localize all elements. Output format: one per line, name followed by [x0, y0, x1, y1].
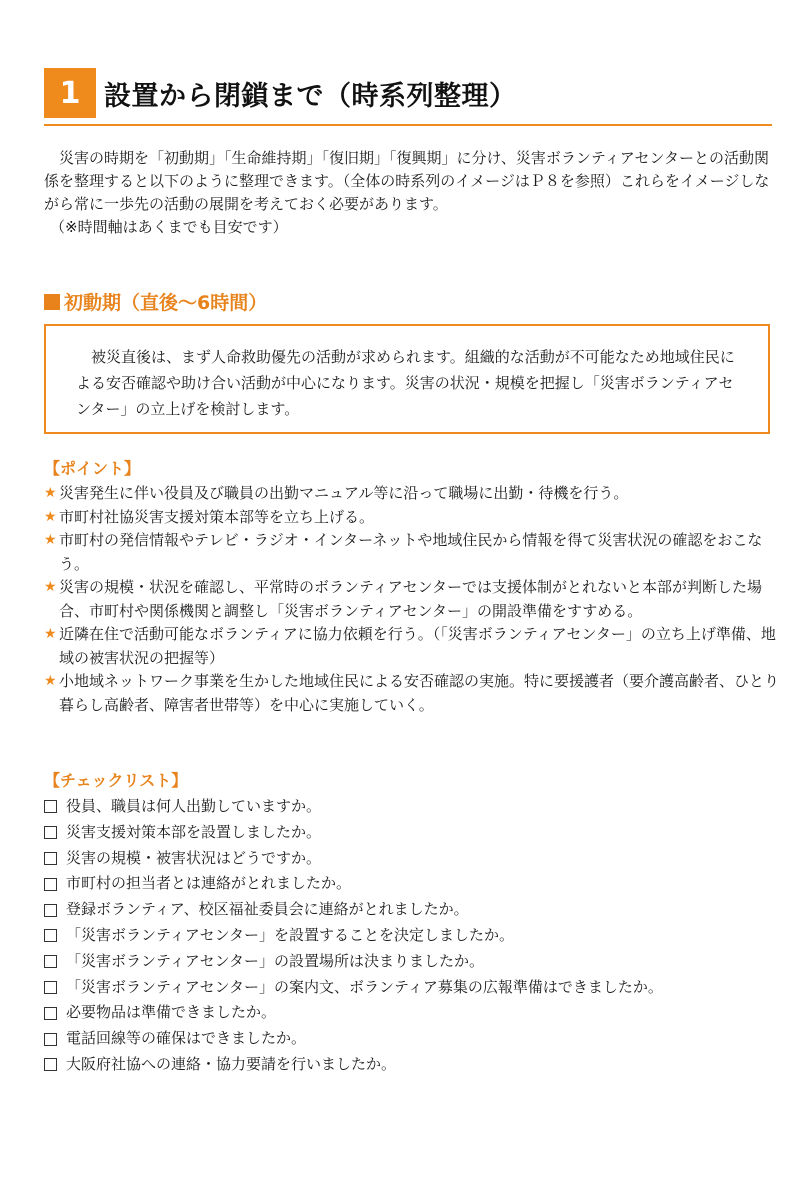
- checkbox[interactable]: [44, 1033, 57, 1046]
- checkbox[interactable]: [44, 904, 57, 917]
- intro-text: [44, 147, 774, 239]
- star-icon: ★: [44, 532, 57, 548]
- checklist-item-label: 登録ボランティア、校区福祉委員会に連絡がとれましたか。: [66, 900, 469, 919]
- star-icon: ★: [44, 673, 57, 689]
- point-text: 市町村の発信情報やテレビ・ラジオ・インターネットや地域住民から情報を得て災害状況の確認をおこなう。: [59, 531, 763, 573]
- phase-description: 被災直後は、まず人命救助優先の活動が求められます。組織的な活動が不可能なため地域住民による安否確認や助け合い活動が中心になります。災害の状況・規模を把握し「災害ボランティアセンター」の立上げを検討します。: [76, 348, 735, 418]
- checklist-item-label: 必要物品は準備できましたか。: [66, 1003, 277, 1022]
- intro-paragraph: 災害の時期を「初動期」「生命維持期」「復旧期」「復興期」に分け、災害ボランティアセンターとの活動関係を整理すると以下のように整理できます。（全体の時系列のイメージはＰ８を参照）これらをイメージしながら常に一歩先の活動の展開を考えておく必要があります。: [44, 149, 770, 213]
- square-bullet-icon: [44, 294, 60, 310]
- checkbox[interactable]: [44, 929, 57, 942]
- phase-description-box: [44, 324, 770, 434]
- checklist-item-label: 市町村の担当者とは連絡がとれましたか。: [66, 874, 352, 893]
- checklist-item: [44, 794, 780, 820]
- star-icon: ★: [44, 626, 57, 642]
- point-text: 災害発生に伴い役員及び職員の出勤マニュアル等に沿って職場に出勤・待機を行う。: [59, 484, 629, 502]
- point-text: 小地域ネットワーク事業を生かした地域住民による安否確認の実施。特に要援護者（要介護高齢者、ひとり暮らし高齢者、障害者世帯等）を中心に実施していく。: [59, 672, 780, 714]
- point-item: [44, 529, 780, 576]
- point-item: [44, 506, 780, 530]
- checklist-item-label: 役員、職員は何人出勤していますか。: [66, 797, 322, 815]
- point-item: [44, 623, 780, 670]
- points-list: [44, 482, 780, 717]
- checklist-heading: 【チェックリスト】: [44, 771, 188, 790]
- checklist-item-label: 「災害ボランティアセンター」の案内文、ボランティア募集の広報準備はできましたか。: [66, 977, 663, 996]
- checkbox[interactable]: [44, 955, 57, 968]
- checkbox[interactable]: [44, 981, 57, 994]
- checklist-item: [44, 846, 780, 872]
- checklist: [44, 794, 780, 1078]
- point-text: 市町村社協災害支援対策本部等を立ち上げる。: [59, 507, 375, 526]
- phase-heading: [44, 288, 267, 315]
- checklist-item-label: 電話回線等の確保はできましたか。: [66, 1029, 307, 1048]
- checklist-item: [44, 820, 780, 846]
- star-icon: ★: [44, 508, 57, 525]
- checkbox[interactable]: [44, 852, 57, 865]
- checklist-item: [44, 923, 780, 949]
- checklist-item: [44, 949, 780, 975]
- checklist-item: [44, 1052, 780, 1078]
- section-header: [44, 64, 772, 126]
- point-text: 近隣在住で活動可能なボランティアに協力依頼を行う。（「災害ボランティアセンター」の立ち上げ準備、地域の被害状況の把握等）: [59, 625, 776, 667]
- checkbox[interactable]: [44, 1058, 57, 1071]
- checkbox[interactable]: [44, 878, 57, 891]
- checklist-item-label: 「災害ボランティアセンター」を設置することを決定しましたか。: [66, 925, 515, 944]
- points-heading: 【ポイント】: [44, 459, 141, 478]
- checkbox[interactable]: [44, 826, 57, 839]
- checklist-item: [44, 1026, 780, 1052]
- point-text: 災害の規模・状況を確認し、平常時のボランティアセンターでは支援体制がとれないと本部が判断した場合、市町村や関係機関と調整し「災害ボランティアセンター」の開設準備をすすめる。: [59, 578, 763, 620]
- phase-title: 初動期（直後～6時間）: [64, 292, 268, 314]
- point-item: [44, 670, 780, 717]
- checklist-item-label: 「災害ボランティアセンター」の設置場所は決まりましたか。: [66, 951, 485, 970]
- point-item: [44, 576, 780, 623]
- checkbox[interactable]: [44, 800, 57, 813]
- section-divider: [44, 124, 772, 126]
- checklist-item-label: 災害の規模・被害状況はどうですか。: [66, 848, 322, 867]
- checkbox[interactable]: [44, 1007, 57, 1020]
- checklist-item: [44, 871, 780, 897]
- section-title: 設置から閉鎖まで（時系列整理）: [104, 81, 517, 112]
- intro-note: （※時間軸はあくまでも目安です）: [50, 218, 288, 236]
- checklist-item-label: 災害支援対策本部を設置しましたか。: [66, 822, 322, 841]
- star-icon: ★: [44, 485, 57, 501]
- checklist-item: [44, 1000, 780, 1026]
- section-number-badge: 1: [44, 68, 96, 118]
- checklist-item: [44, 897, 780, 923]
- checklist-item: [44, 975, 780, 1001]
- point-item: [44, 482, 780, 506]
- star-icon: ★: [44, 579, 57, 595]
- checklist-item-label: 大阪府社協への連絡・協力要請を行いましたか。: [66, 1054, 397, 1073]
